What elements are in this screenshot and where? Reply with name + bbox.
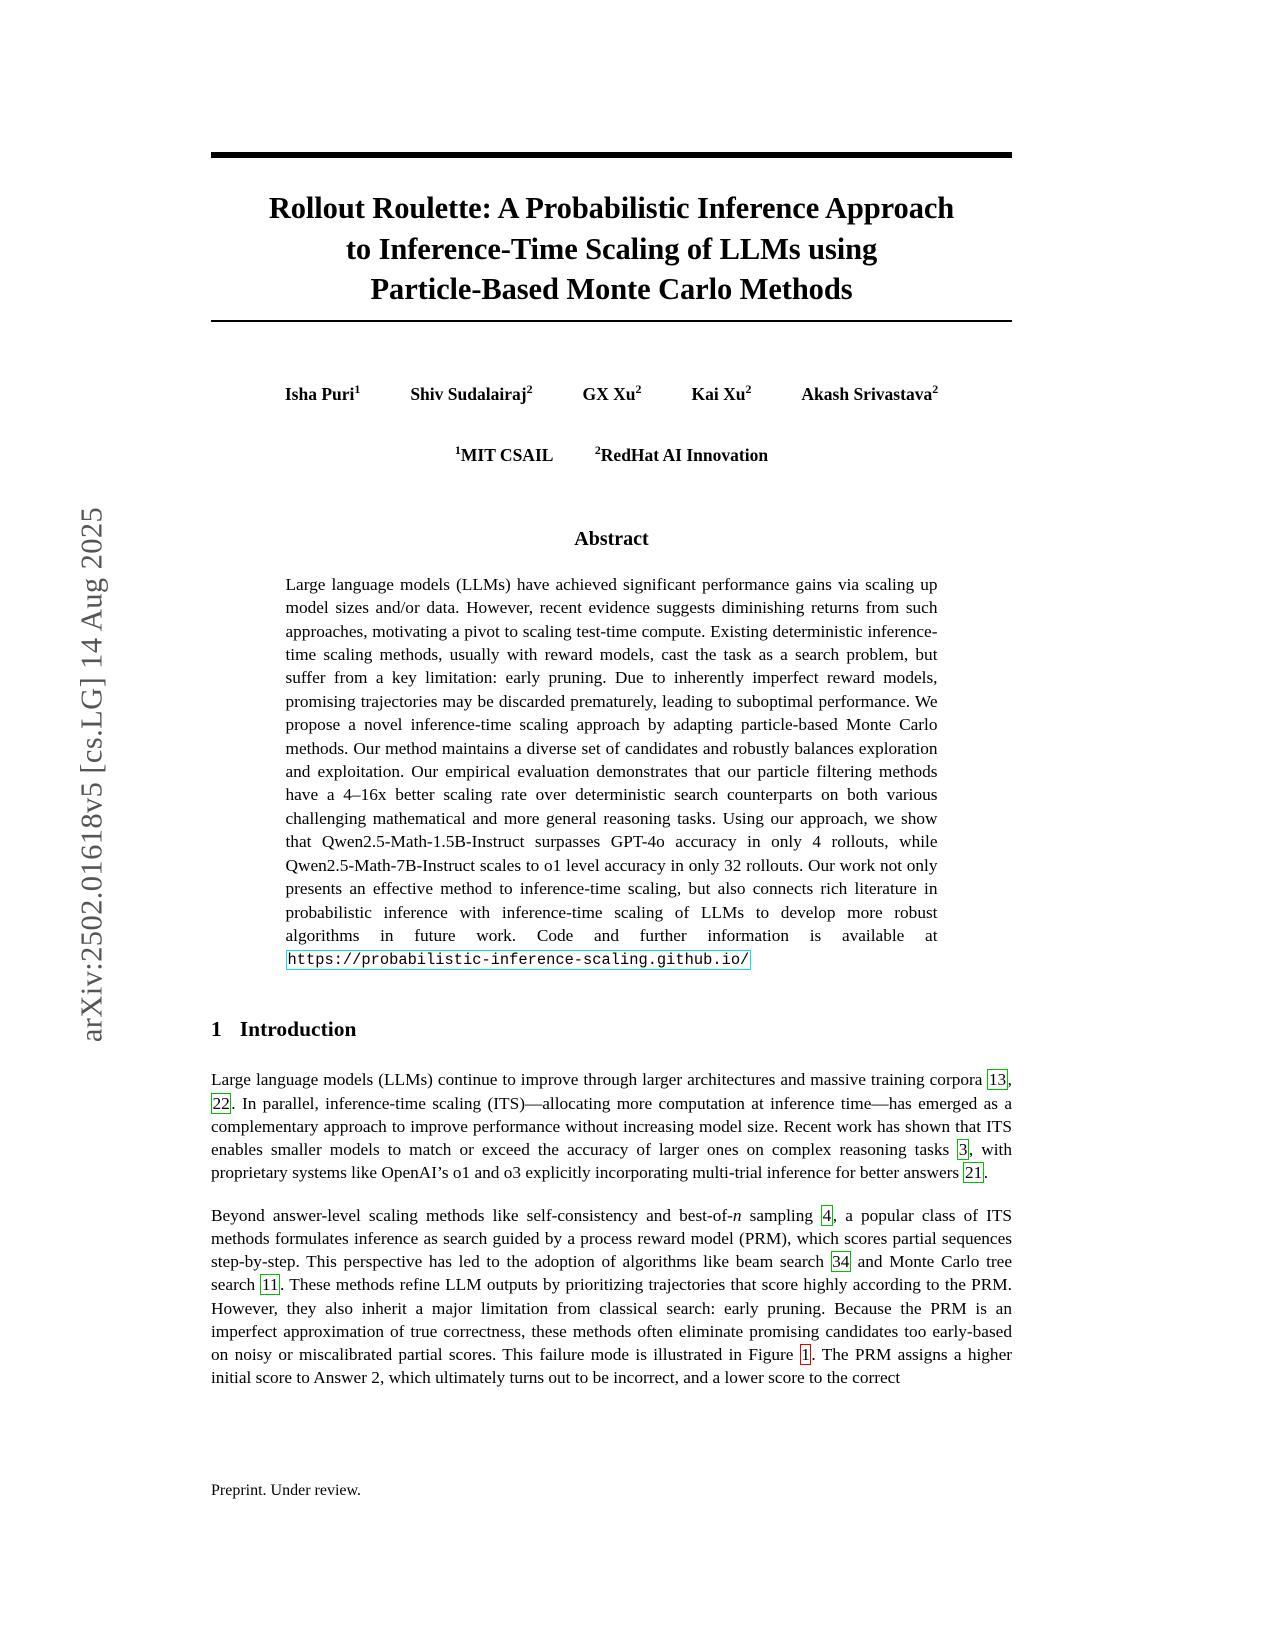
abstract-text: Large language models (LLMs) have achieved significant performance gains via scaling up model sizes and/or data. However, recent evidence suggests diminishing returns from such approaches, motivating a pivot to scaling test-time compute. Existing deterministic inference-time scaling methods, usually with reward models, cast the task as a search problem, but suffer from a key limitation: early pruning. Due to inherently imperfect reward models, promising trajectories may be discarded prematurely, leading to suboptimal performance. We propose a novel inference-time scaling approach by adapting particle-based Monte Carlo methods. Our method maintains a diverse set of candidates and robustly balances exploration and exploitation. Our empirical evaluation demonstrates that our particle filtering methods have a 4–16x better scaling rate over deterministic search counterparts on both various challenging mathematical and more general reasoning tasks. Using our approach, we show that Qwen2.5-Math-1.5B-Instruct surpasses GPT-4o accuracy in only 4 rollouts, while Qwen2.5-Math-7B-Instruct scales to o1 level accuracy in only 32 rollouts. Our work not only presents an effective method to inference-time scaling, but also connects rich literature in probabilistic inference with inference-time scaling of LLMs to develop more robust algorithms in future work. Code and further information is available at [285,574,938,946]
paper-page [211,0,1012,1650]
abstract-body [286,573,938,972]
title-rule-bottom [211,320,1012,322]
section-heading-introduction [211,1017,1012,1042]
author-affil-mark: 2 [932,381,939,396]
math-variable-n: n [732,1205,742,1225]
title-line-3: Particle-Based Monte Carlo Methods [370,272,853,307]
intro-paragraph-1: Large language models (LLMs) continue to improve through larger architectures and massive training corpora 13, 22. In parallel, inference-time scaling (ITS)—allocating more computation at inference time—has emerged as a complementary approach to improve performance without increasing model size. Recent work has shown that ITS enables smaller models to match or exceed the accuracy of larger ones on complex reasoning tasks 3, with proprietary systems like OpenAI’s o1 and o3 explicitly incorporating multi-trial inference for better answers 21. [211,1070,1012,1183]
citation-link-21[interactable]: 21 [964,1163,983,1183]
title-line-2: to Inference-Time Scaling of LLMs using [345,231,878,266]
intro-paragraph-2: Beyond answer-level scaling methods like self-consistency and best-of-n sampling 4, a popular class of ITS methods formulates inference as search guided by a process reward model (PRM), which scores partial sequences step-by-step. This perspective has led to the adoption of algorithms like beam search 34 and Monte Carlo tree search 11. These methods refine LLM outputs by prioritizing trajectories that score highly according to the PRM. However, they also inherit a major limitation from classical search: early pruning. Because the PRM is an imperfect approximation of true correctness, these methods often eliminate promising candidates too early-based on noisy or miscalibrated partial scores. This failure mode is illustrated in Figure 1. The PRM assigns a higher initial score to Answer 2, which ultimately turns out to be incorrect, and a lower score to the correct [211,1205,1012,1388]
author-affil-mark: 2 [526,381,533,396]
author-kai-xu: Kai Xu$^2$ [691,381,752,404]
affiliation-mark: 2 [594,442,601,457]
title-line-1: Rollout Roulette: A Probabilistic Inference Approach [268,191,955,225]
page-footer: Preprint. Under review. [211,1482,362,1499]
citation-link-11[interactable]: 11 [261,1275,279,1295]
section-number: 1 [211,1017,222,1042]
citation-link-4[interactable]: 4 [822,1205,832,1225]
citation-link-34[interactable]: 34 [832,1252,850,1272]
author-affil-mark: 2 [745,381,752,396]
title-rule-top [211,152,1012,158]
figure-reference-link-1[interactable]: 1 [801,1345,810,1365]
author-affil-mark: 1 [354,381,361,396]
page-title [219,188,1004,310]
citation-link-13[interactable]: 13 [988,1070,1007,1090]
abstract-heading: Abstract [574,527,649,550]
author-isha-puri: Isha Puri$^1$ [284,381,361,404]
affiliation-mark: 1 [454,442,461,457]
affiliation-list [211,442,1012,466]
author-affil-mark: 2 [635,381,642,396]
citation-link-3[interactable]: 3 [958,1140,968,1160]
arxiv-identifier-stamp: arXiv:2502.01618v5 [cs.LG] 14 Aug 2025 [74,506,109,1043]
author-akash-srivastava: Akash Srivastava$^2$ [801,381,939,404]
affiliation-mit-csail: $^1$MIT CSAIL [454,442,553,465]
author-gx-xu: GX Xu$^2$ [582,381,642,404]
author-shiv-sudalairaj: Shiv Sudalairaj$^2$ [410,381,533,404]
project-website-link[interactable]: https://probabilistic-inference-scaling.github.io/ [287,951,750,970]
author-list [211,381,1012,405]
affiliation-redhat-ai-innovation: $^2$RedHat AI Innovation [594,442,769,465]
citation-link-22[interactable]: 22 [212,1093,230,1113]
section-title: Introduction [239,1017,357,1042]
